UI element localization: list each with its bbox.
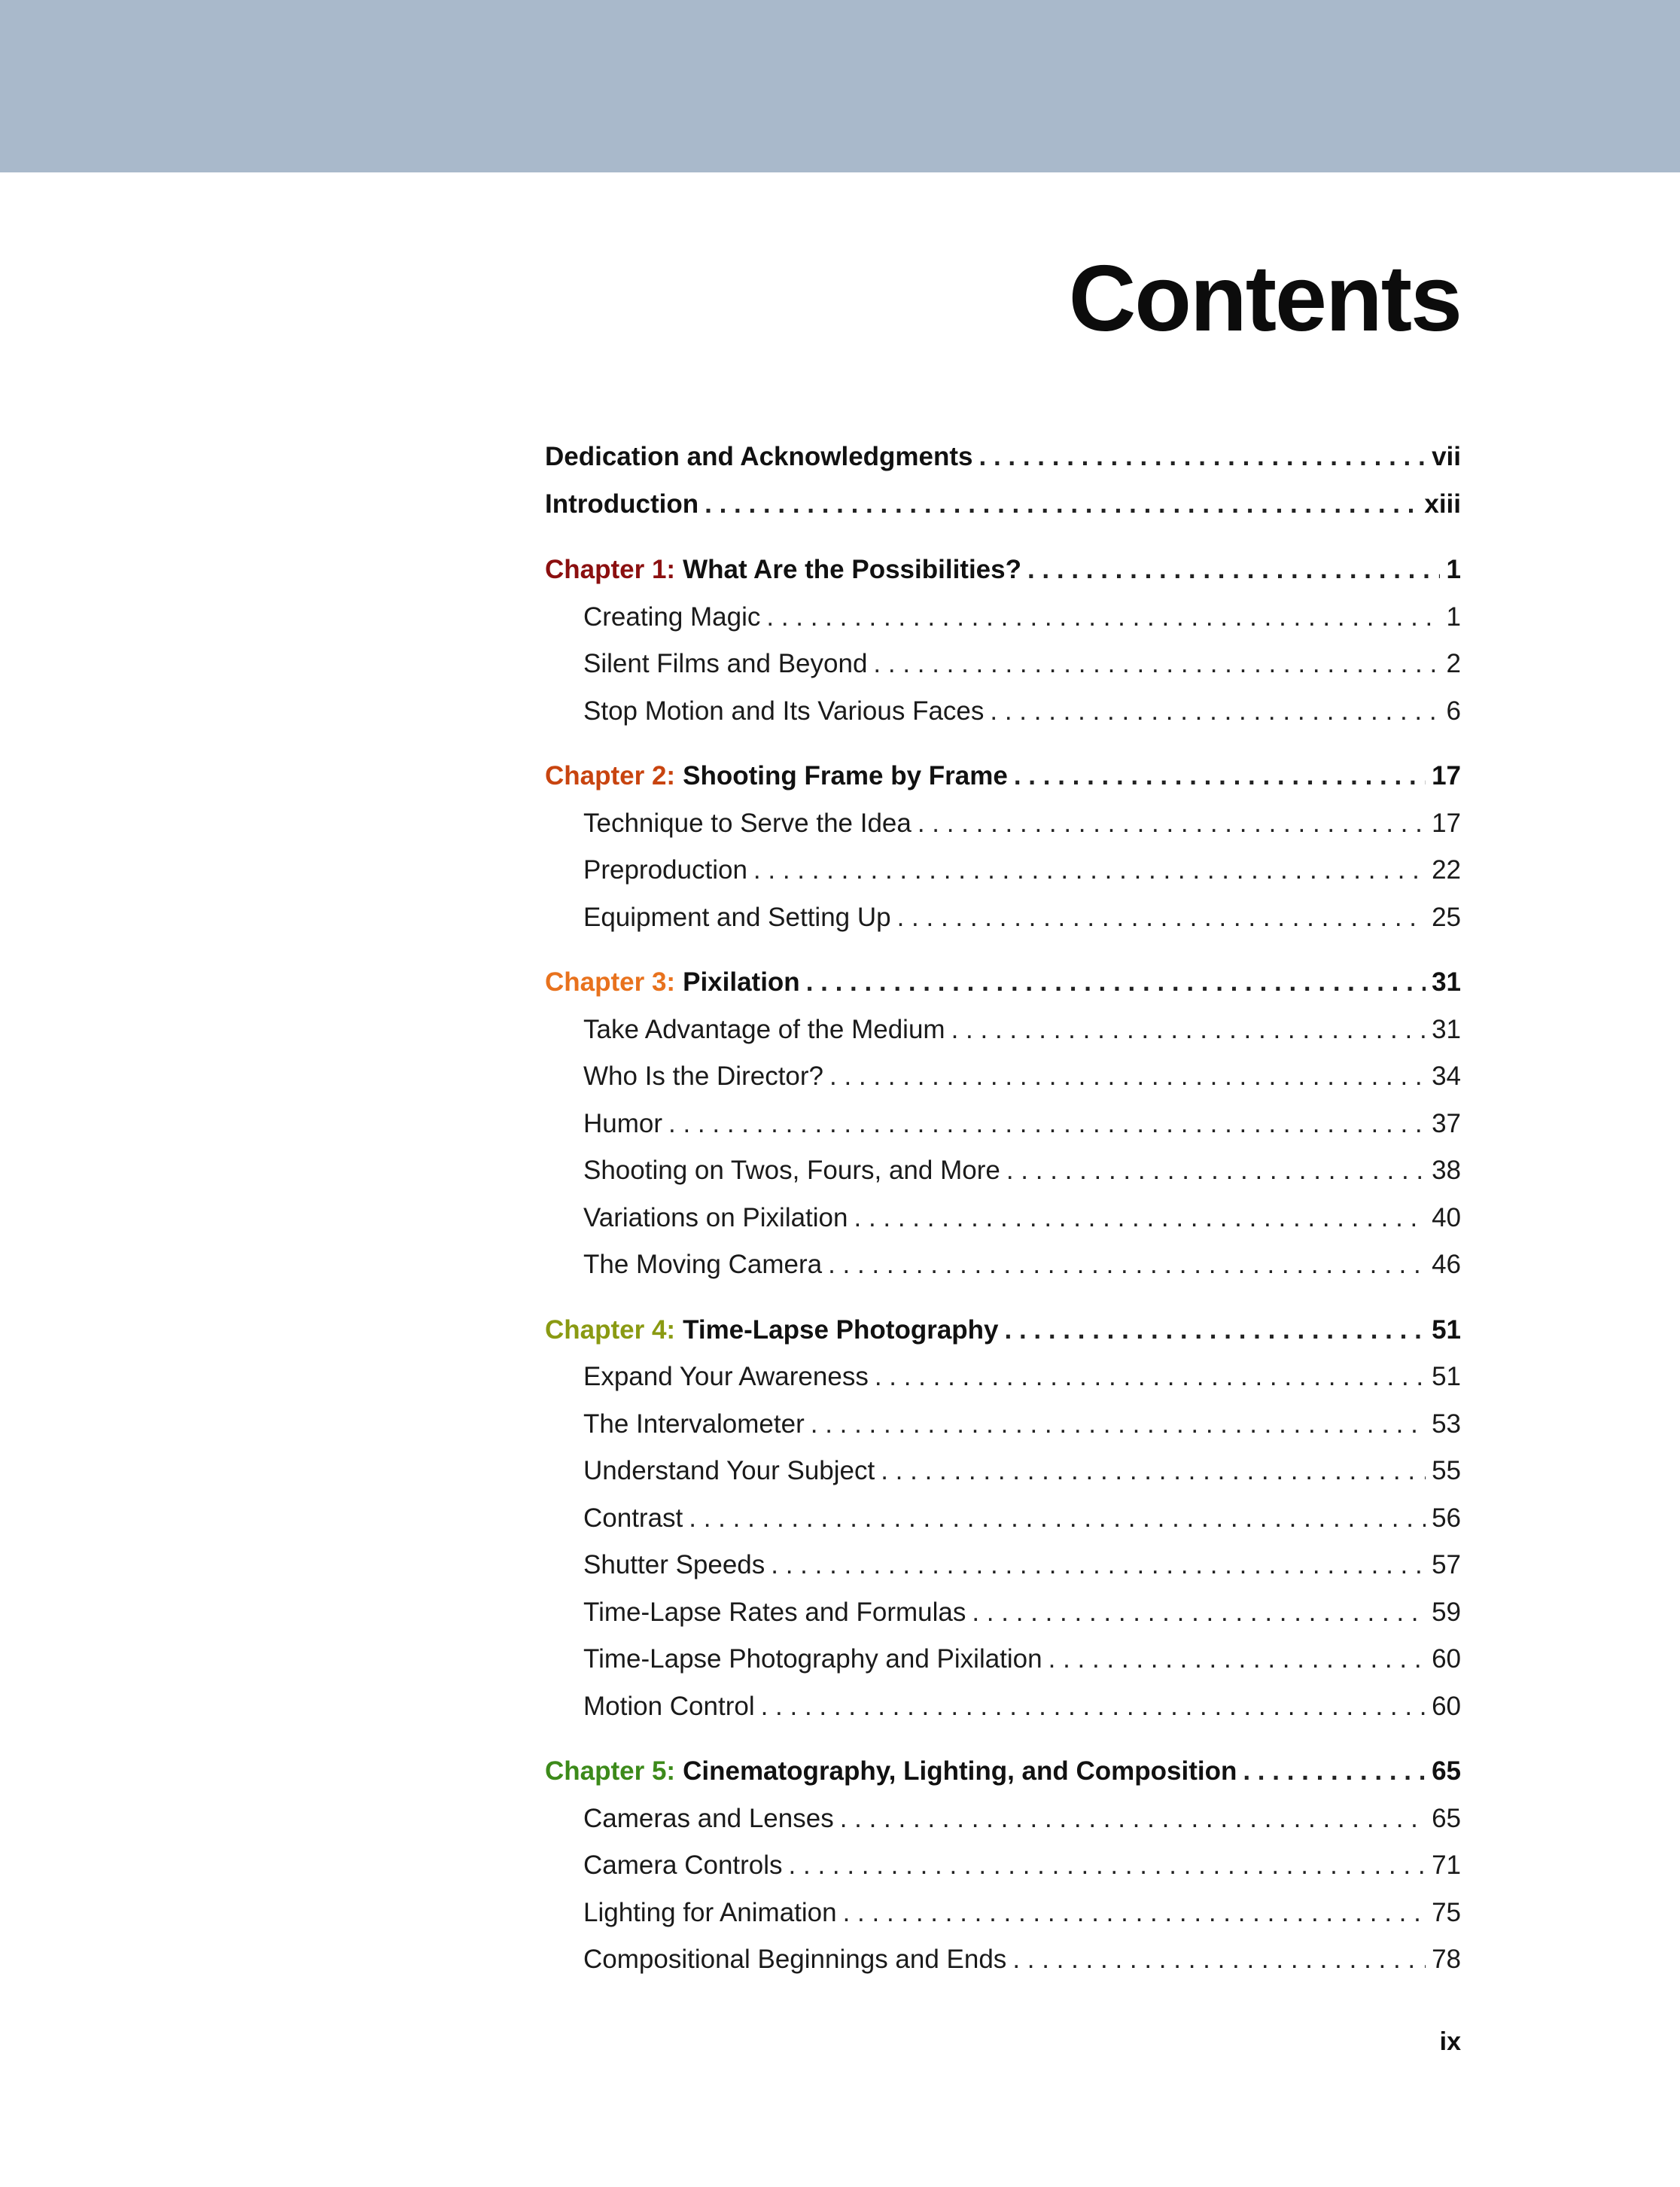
section-title: Contrast — [583, 1503, 683, 1533]
dot-leader — [811, 1401, 1426, 1448]
dot-leader — [806, 959, 1426, 1007]
toc-page-number: 57 — [1432, 1550, 1461, 1579]
toc-chapter-4[interactable] — [545, 1307, 1461, 1354]
toc-section-entry[interactable] — [545, 1101, 1461, 1148]
dot-leader — [1012, 1936, 1426, 1984]
section-title: Camera Controls — [583, 1850, 783, 1880]
dot-leader — [897, 894, 1426, 942]
dot-leader — [873, 641, 1440, 688]
toc-page-number: 40 — [1432, 1202, 1461, 1232]
toc-page-number: 6 — [1446, 696, 1461, 726]
toc-page-number: 59 — [1432, 1597, 1461, 1627]
section-title: The Moving Camera — [583, 1250, 823, 1279]
table-of-contents — [545, 434, 1461, 1984]
chapter-title: Cinematography, Lighting, and Composition — [683, 1756, 1237, 1786]
section-title: Variations on Pixilation — [583, 1202, 848, 1232]
chapter-label: Chapter 4: — [545, 1314, 676, 1345]
chapter-label: Chapter 3: — [545, 967, 676, 997]
toc-page-number: xiii — [1424, 489, 1461, 519]
toc-section-entry[interactable] — [545, 1589, 1461, 1637]
toc-page-number: 60 — [1432, 1691, 1461, 1721]
dot-leader — [828, 1241, 1426, 1289]
dot-leader — [972, 1589, 1426, 1637]
toc-page-number: 1 — [1446, 602, 1461, 632]
toc-section-entry[interactable] — [545, 1354, 1461, 1401]
section-title: Who Is the Director? — [583, 1062, 823, 1091]
toc-section-entry[interactable] — [545, 1241, 1461, 1289]
toc-page-number: 55 — [1432, 1456, 1461, 1485]
toc-page-number: 31 — [1432, 967, 1461, 997]
section-title: Shutter Speeds — [583, 1550, 765, 1579]
dot-leader — [1048, 1636, 1426, 1683]
toc-page-number: 53 — [1432, 1409, 1461, 1439]
toc-page-number: 17 — [1432, 808, 1461, 838]
toc-page-number: 51 — [1432, 1362, 1461, 1391]
chapter-label: Chapter 5: — [545, 1756, 676, 1786]
chapter-label: Chapter 2: — [545, 761, 676, 790]
toc-chapter-2[interactable] — [545, 753, 1461, 800]
toc-section-entry[interactable] — [545, 1936, 1461, 1984]
toc-section-entry[interactable] — [545, 1542, 1461, 1589]
toc-entry-introduction[interactable] — [545, 481, 1461, 528]
section-title: The Intervalometer — [583, 1409, 805, 1439]
toc-page-number: 75 — [1432, 1897, 1461, 1927]
dot-leader — [705, 481, 1418, 528]
toc-page-number: 17 — [1432, 761, 1461, 790]
dot-leader — [1027, 547, 1440, 594]
section-title: Creating Magic — [583, 602, 761, 632]
page-title: Contents — [1068, 247, 1461, 351]
dot-leader — [1006, 1147, 1426, 1195]
toc-page-number: 22 — [1432, 855, 1461, 885]
section-title: Cameras and Lenses — [583, 1803, 834, 1833]
section-title: Time-Lapse Photography and Pixilation — [583, 1644, 1042, 1674]
toc-page-number: 60 — [1432, 1644, 1461, 1674]
toc-section-entry[interactable] — [545, 1842, 1461, 1890]
page-number-folio: ix — [1439, 2027, 1461, 2056]
toc-section-entry[interactable] — [545, 1401, 1461, 1448]
toc-section-entry[interactable] — [545, 894, 1461, 942]
dot-leader — [761, 1683, 1426, 1731]
toc-page-number: vii — [1432, 442, 1461, 471]
dot-leader — [854, 1195, 1426, 1242]
toc-chapter-5[interactable] — [545, 1748, 1461, 1796]
section-title: Shooting on Twos, Fours, and More — [583, 1156, 1000, 1185]
chapter-label: Chapter 1: — [545, 555, 676, 584]
toc-section-entry[interactable] — [545, 1195, 1461, 1242]
toc-page-number: 71 — [1432, 1850, 1461, 1880]
dot-leader — [829, 1053, 1426, 1101]
section-title: Lighting for Animation — [583, 1897, 837, 1927]
chapter-title: What Are the Possibilities? — [683, 555, 1021, 584]
toc-entry-dedication[interactable] — [545, 434, 1461, 481]
chapter-title: Shooting Frame by Frame — [683, 761, 1008, 790]
section-title: Humor — [583, 1108, 663, 1138]
section-title: Expand Your Awareness — [583, 1362, 869, 1391]
dot-leader — [689, 1495, 1426, 1543]
toc-page-number: 56 — [1432, 1503, 1461, 1533]
dot-leader — [789, 1842, 1426, 1890]
section-title: Preproduction — [583, 855, 747, 885]
toc-section-entry[interactable] — [545, 688, 1461, 736]
toc-entry-title: Introduction — [545, 489, 699, 519]
dot-leader — [753, 847, 1426, 894]
section-title: Understand Your Subject — [583, 1456, 875, 1485]
dot-leader — [668, 1101, 1426, 1148]
dot-leader — [979, 434, 1426, 481]
toc-page-number: 78 — [1432, 1945, 1461, 1974]
dot-leader — [766, 594, 1440, 641]
toc-entry-title: Dedication and Acknowledgments — [545, 442, 973, 471]
toc-page-number: 37 — [1432, 1108, 1461, 1138]
chapter-title: Pixilation — [683, 967, 800, 997]
toc-page-number: 65 — [1432, 1803, 1461, 1833]
toc-page-number: 34 — [1432, 1062, 1461, 1091]
dot-leader — [990, 688, 1440, 736]
toc-page-number: 31 — [1432, 1014, 1461, 1044]
toc-section-entry[interactable] — [545, 1053, 1461, 1101]
section-title: Motion Control — [583, 1691, 755, 1721]
dot-leader — [918, 800, 1426, 848]
toc-section-entry[interactable] — [545, 641, 1461, 688]
dot-leader — [771, 1542, 1426, 1589]
dot-leader — [881, 1448, 1426, 1495]
toc-chapter-1[interactable] — [545, 547, 1461, 594]
toc-page-number: 1 — [1446, 555, 1461, 584]
section-title: Silent Films and Beyond — [583, 649, 868, 678]
dot-leader — [1243, 1748, 1426, 1796]
toc-page-number: 46 — [1432, 1250, 1461, 1279]
toc-section-entry[interactable] — [545, 1683, 1461, 1731]
toc-page-number: 65 — [1432, 1756, 1461, 1786]
toc-section-entry[interactable] — [545, 1495, 1461, 1543]
dot-leader — [951, 1007, 1426, 1054]
toc-page-number: 38 — [1432, 1156, 1461, 1185]
dot-leader — [840, 1796, 1426, 1843]
dot-leader — [875, 1354, 1426, 1401]
toc-chapter-3[interactable] — [545, 959, 1461, 1007]
header-band — [0, 0, 1680, 172]
dot-leader — [1005, 1307, 1426, 1354]
toc-page-number: 51 — [1432, 1314, 1461, 1345]
toc-section-entry[interactable] — [545, 1448, 1461, 1495]
toc-section-entry[interactable] — [545, 1636, 1461, 1683]
dot-leader — [1014, 753, 1426, 800]
toc-page-number: 25 — [1432, 902, 1461, 932]
chapters-list — [545, 547, 1461, 1984]
section-title: Stop Motion and Its Various Faces — [583, 696, 985, 726]
toc-section-entry[interactable] — [545, 1890, 1461, 1937]
section-title: Equipment and Setting Up — [583, 902, 891, 932]
toc-section-entry[interactable] — [545, 1007, 1461, 1054]
section-title: Take Advantage of the Medium — [583, 1014, 945, 1044]
toc-section-entry[interactable] — [545, 1796, 1461, 1843]
section-title: Compositional Beginnings and Ends — [583, 1945, 1007, 1974]
toc-section-entry[interactable] — [545, 847, 1461, 894]
section-title: Time-Lapse Rates and Formulas — [583, 1597, 966, 1627]
dot-leader — [843, 1890, 1426, 1937]
toc-section-entry[interactable] — [545, 1147, 1461, 1195]
toc-section-entry[interactable] — [545, 594, 1461, 641]
toc-page-number: 2 — [1446, 649, 1461, 678]
section-title: Technique to Serve the Idea — [583, 808, 912, 838]
chapter-title: Time-Lapse Photography — [683, 1314, 999, 1345]
toc-section-entry[interactable] — [545, 800, 1461, 848]
